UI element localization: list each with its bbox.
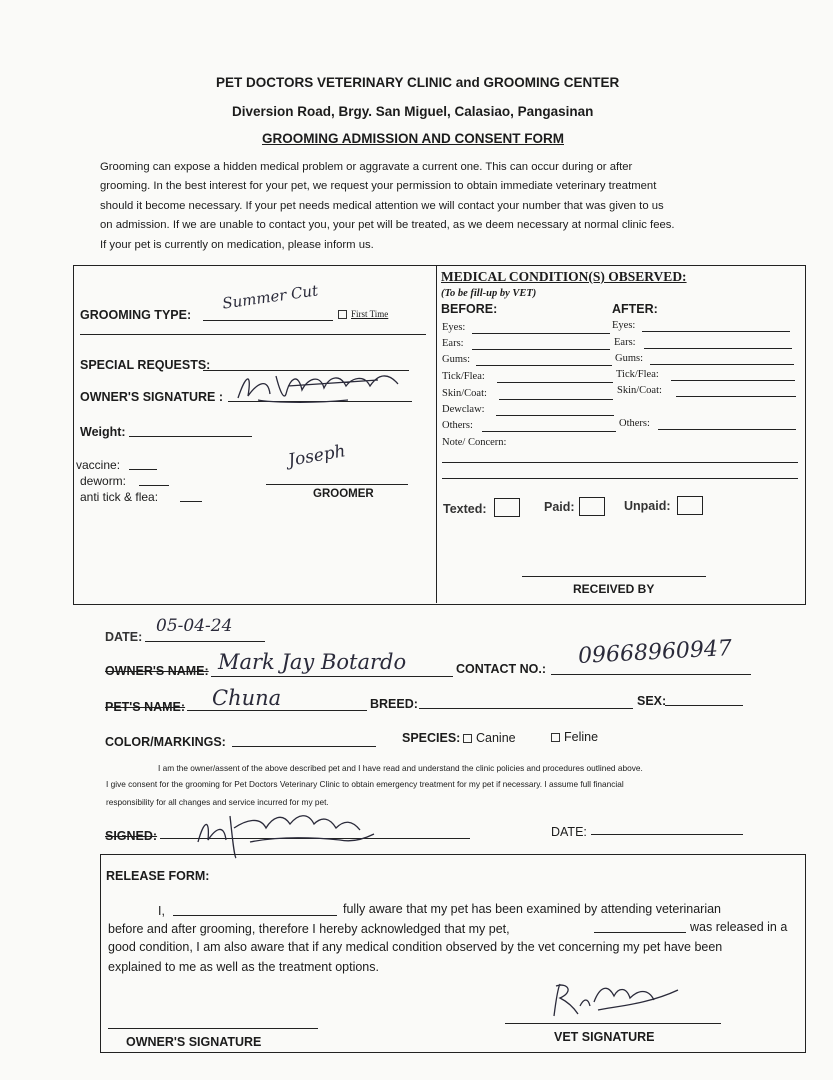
note-field-1[interactable] [442,462,798,463]
canine-label: Canine [476,731,516,745]
date-field[interactable] [145,641,265,642]
note-field-2[interactable] [442,478,798,479]
intro-line: on admission. If we are unable to contact you, your pet will be treated, as we deem necessary at normal clinic fees. [100,219,675,232]
box-divider [436,266,437,603]
after-others-field[interactable] [658,429,796,430]
medical-subtitle: (To be fill-up by VET) [441,288,537,299]
sex-label: SEX: [637,694,667,708]
groomer-label: GROOMER [313,488,374,500]
owner-signature-label: OWNER'S SIGNATURE : [80,390,224,404]
before-gums-label: Gums: [442,354,471,365]
intro-line: grooming. In the best interest for your pet, we request your permission to obtain immediate veterinary treatment [100,180,657,193]
date-value: 05-04-24 [156,616,233,636]
sex-field[interactable] [665,705,743,706]
after-skin-label: Skin/Coat: [617,385,662,396]
owner-signature-line[interactable] [108,1028,318,1029]
vet-signature-scribble [548,976,688,1024]
release-pet-field[interactable] [594,932,686,933]
before-eyes-field[interactable] [472,333,610,334]
after-eyes-label: Eyes: [612,320,636,331]
clinic-name: PET DOCTORS VETERINARY CLINIC and GROOMING CENTER [216,75,620,90]
owner-signature-caption: OWNER'S SIGNATURE [126,1035,262,1049]
before-skin-label: Skin/Coat: [442,388,487,399]
first-time-label: First Time [351,309,389,319]
breed-field[interactable] [419,708,633,709]
clinic-address: Diversion Road, Brgy. San Miguel, Calasiao, Pangasinan [232,104,594,119]
after-ears-label: Ears: [614,337,636,348]
special-requests-label: SPECIAL REQUESTS: [80,358,211,372]
vet-signature-caption: VET SIGNATURE [554,1030,655,1044]
medical-title: MEDICAL CONDITION(S) OBSERVED: [441,269,687,284]
unpaid-checkbox[interactable] [677,496,703,515]
release-name-field[interactable] [173,915,337,916]
before-dewclaw-field[interactable] [496,415,614,416]
after-skin-field[interactable] [676,396,796,397]
color-label: COLOR/MARKINGS: [105,735,226,749]
grooming-type-label: GROOMING TYPE: [80,308,192,322]
date-label: DATE: [105,630,143,644]
received-by-label: RECEIVED BY [573,582,655,596]
anti-tick-label: anti tick & flea: [80,490,159,504]
intro-line: Grooming can expose a hidden medical problem or aggravate a current one. This can occur during or after [100,161,633,173]
feline-label: Feline [564,730,599,744]
paid-label: Paid: [544,500,575,514]
pet-name-label: PET'S NAME: [105,700,186,714]
after-label: AFTER: [612,302,658,316]
before-others-field[interactable] [482,431,616,432]
canine-option[interactable] [463,731,516,745]
after-others-label: Others: [619,418,650,429]
contact-label: CONTACT NO.: [456,662,547,676]
release-line-1b: fully aware that my pet has been examined by attending veterinarian [343,902,722,916]
anti-tick-field[interactable] [180,501,202,502]
vaccine-label: vaccine: [76,458,121,472]
release-line-1a: I, [158,904,165,918]
note-label: Note/ Concern: [442,437,507,448]
deworm-label: deworm: [80,474,127,488]
before-dewclaw-label: Dewclaw: [442,404,485,415]
owner-name-value: Mark Jay Botardo [218,650,407,674]
after-tick-field[interactable] [671,380,795,381]
groomer-field[interactable] [266,484,408,485]
form-title: GROOMING ADMISSION AND CONSENT FORM [262,131,564,146]
intro-paragraph [100,158,760,255]
contact-field[interactable] [551,674,751,675]
color-field[interactable] [232,746,376,747]
before-tick-field[interactable] [497,382,613,383]
before-others-label: Others: [442,420,473,431]
vaccine-field[interactable] [129,469,157,470]
deworm-field[interactable] [139,485,169,486]
contact-value: 09668960947 [577,635,733,670]
after-ears-field[interactable] [644,348,792,349]
consent-line-2: I give consent for the grooming for Pet Doctors Veterinary Clinic to obtain emergency treatment for my pet if necessary. I assume full financial [106,779,624,789]
vet-signature-line[interactable] [505,1023,721,1024]
unpaid-label: Unpaid: [624,499,671,513]
first-time-checkbox[interactable] [338,310,347,319]
before-gums-field[interactable] [476,365,612,366]
after-tick-label: Tick/Flea: [616,369,659,380]
groomer-name: Joseph [286,441,347,471]
release-title: RELEASE FORM: [106,869,210,883]
signed-date-label: DATE: [551,825,587,839]
intro-line: should it become necessary. If your pet needs medical attention we will contact your number that was given to us [100,199,664,212]
consent-line-3: responsibility for all changes and service incurred for my pet. [106,797,329,807]
paid-checkbox[interactable] [579,497,605,516]
intro-line: If your pet is currently on medication, please inform us. [100,238,374,251]
feline-option[interactable] [551,730,598,744]
species-label: SPECIES: [402,731,461,745]
canine-checkbox[interactable] [463,734,472,743]
after-gums-field[interactable] [650,364,794,365]
before-tick-label: Tick/Flea: [442,371,485,382]
pet-name-field[interactable] [187,710,367,711]
release-line-3: good condition, I am also aware that if any medical condition observed by the vet concerning my pet have been [108,940,723,954]
before-ears-label: Ears: [442,338,464,349]
after-eyes-field[interactable] [642,331,790,332]
feline-checkbox[interactable] [551,733,560,742]
owner-name-field[interactable] [211,676,453,677]
weight-field[interactable] [129,436,252,437]
owner-signed-scribble [190,798,390,862]
pet-name-value: Chuna [212,686,282,710]
before-skin-field[interactable] [499,399,613,400]
grooming-type-field-2[interactable] [80,334,426,335]
consent-line-1: I am the owner/assent of the above described pet and I have read and understand the clinic policies and procedures outlined above. [158,763,643,773]
first-time-option[interactable] [338,309,388,319]
release-line-2a: before and after grooming, therefore I hereby acknowledged that my pet, [108,922,510,936]
signed-label: SIGNED: [105,829,158,843]
grooming-type-field[interactable] [203,320,333,321]
signed-date-field[interactable] [591,834,743,835]
breed-label: BREED: [370,697,418,711]
weight-label: Weight: [80,425,126,439]
texted-checkbox[interactable] [494,498,520,517]
grooming-type-value: Summer Cut [221,281,320,313]
received-by-field[interactable] [522,576,706,577]
before-ears-field[interactable] [472,349,610,350]
release-line-2b: was released in a [690,920,788,934]
before-label: BEFORE: [441,302,498,316]
texted-label: Texted: [443,502,487,516]
after-gums-label: Gums: [615,353,644,364]
owner-name-label: OWNER'S NAME: [105,664,209,678]
release-line-4: explained to me as well as the treatment options. [108,960,379,974]
before-eyes-label: Eyes: [442,322,466,333]
owner-signature-scribble [228,364,408,408]
